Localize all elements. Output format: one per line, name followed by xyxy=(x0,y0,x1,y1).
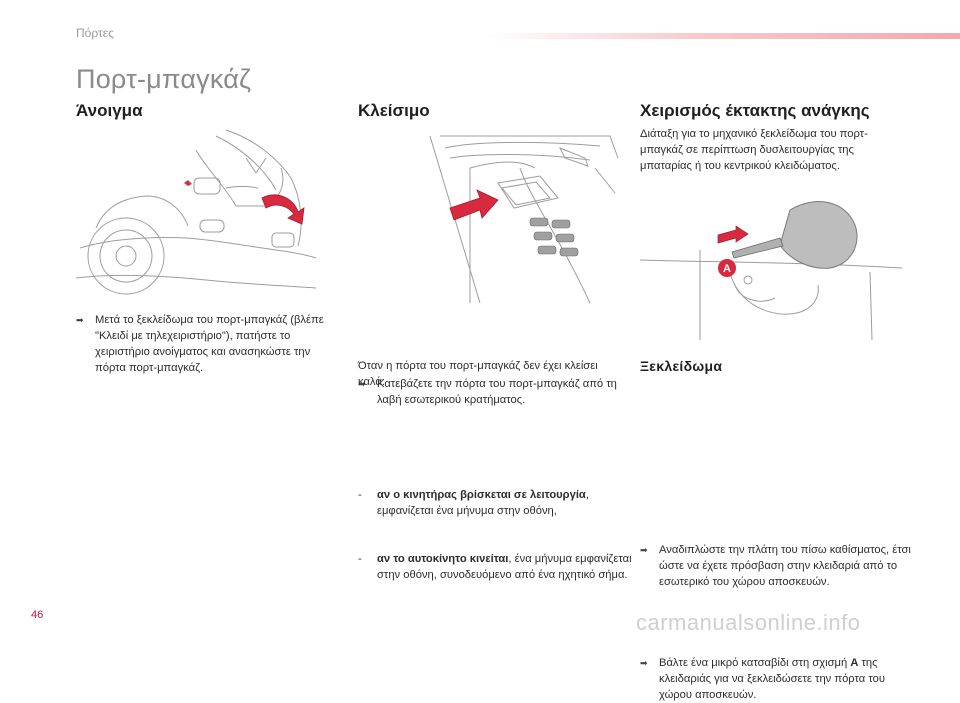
emergency-intro: Διάταξη για το μηχανικό ξεκλείδωμα του πορτ-μπαγκάζ σε περίπτωση δυσλειτουργίας της μπαταρίας ή του κεντρικού κλειδώματος. xyxy=(640,128,868,172)
heading-opening: Άνοιγμα xyxy=(76,101,143,120)
callout-badge-a: A xyxy=(723,263,731,275)
heading-emergency: Χειρισμός έκτακτης ανάγκης xyxy=(640,101,870,120)
warning-engine-running-text: , εμφανίζεται ένα μήνυμα στην οθόνη, xyxy=(377,489,589,517)
header-divider xyxy=(485,33,960,39)
unlocking-step-2-text-end: της κλειδαριάς για να ξεκλειδώσετε την πόρτα του χώρου αποσκευών. xyxy=(659,657,885,701)
page-number: 46 xyxy=(31,609,44,621)
warning-engine-running-bold: αν ο κινητήρας βρίσκεται σε λειτουργία xyxy=(377,489,586,501)
unlocking-step-2 xyxy=(640,655,921,703)
unlocking-step-2-slot-label: A xyxy=(850,657,859,669)
page-title: Πορτ-μπαγκάζ xyxy=(76,64,252,94)
illustration-tailgate-opening xyxy=(76,128,318,296)
closing-instruction: ➡ Κατεβάζετε την πόρτα του πορτ-μπαγκάζ από τη λαβή εσωτερικού κρατήματος. xyxy=(358,376,639,408)
warning-vehicle-moving-text: , ένα μήνυμα εμφανίζεται στην οθόνη, συνοδευόμενο από ένα ηχητικό σήμα. xyxy=(377,553,632,581)
closing-warning-intro: Όταν η πόρτα του πορτ-μπαγκάζ δεν έχει κλείσει καλά: xyxy=(358,360,598,388)
opening-instruction: ➡ Μετά το ξεκλείδωμα του πορτ-μπαγκάζ (βλέπε "Κλειδί με τηλεχειριστήριο"), πατήστε το χειριστήριο ανοίγματος και ανασηκώστε την πόρτα πορτ-μπαγκάζ. xyxy=(76,312,340,376)
illustration-tailgate-closing xyxy=(410,128,620,303)
section-label: Πόρτες xyxy=(76,26,114,40)
warning-engine-running xyxy=(358,487,639,519)
illustration-emergency-unlock xyxy=(640,190,902,340)
unlocking-step-1: ➡ Αναδιπλώστε την πλάτη του πίσω καθίσματος, έτσι ώστε να έχετε πρόσβαση στην κλειδαριά από το εσωτερικό του χώρου αποσκευών. xyxy=(640,542,921,590)
heading-closing: Κλείσιμο xyxy=(358,101,430,120)
warning-vehicle-moving xyxy=(358,551,639,583)
warning-vehicle-moving-bold: αν το αυτοκίνητο κινείται xyxy=(377,553,509,565)
unlocking-step-2-text-start: Βάλτε ένα μικρό κατσαβίδι στη σχισμή xyxy=(659,657,851,669)
heading-unlocking: Ξεκλείδωμα xyxy=(640,358,723,374)
watermark: carmanualsonline.info xyxy=(636,610,861,635)
